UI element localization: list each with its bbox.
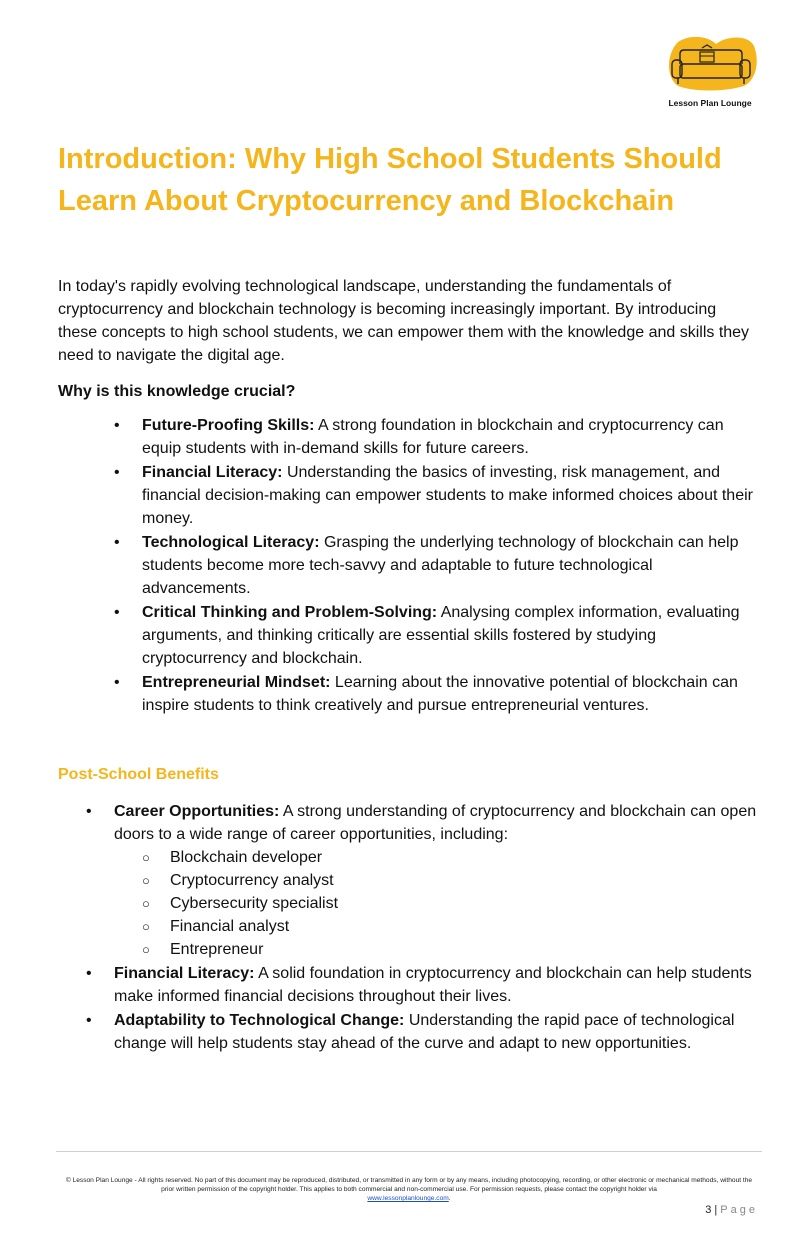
footer-divider bbox=[56, 1151, 762, 1152]
circle-bullet-icon: ○ bbox=[142, 873, 150, 888]
link-suffix: . bbox=[448, 1195, 451, 1202]
item-text: Analysing complex information, evaluating arguments, and thinking critically are essential skills fostered by studying cryptocurrency and blockchain. bbox=[142, 604, 740, 667]
website-link[interactable]: www.lessonplanlounge.com bbox=[367, 1195, 449, 1202]
career-label: Cybersecurity specialist bbox=[170, 895, 339, 912]
page-separator: | bbox=[714, 1204, 718, 1216]
copyright-text: © Lesson Plan Lounge - All rights reserved. No part of this document may be reproduced, distributed, or transmitted in any form or by any means, including photocopying, recording, or other electronic or mechanical methods, without the prior written permission of the copyright holder. This applies to both commercial and non-commercial use. For permission requests, please contact the copyright holder via bbox=[65, 1177, 753, 1193]
item-heading: Future-Proofing Skills: bbox=[142, 417, 315, 434]
career-item bbox=[142, 938, 762, 961]
item-text: Learning about the innovative potential of blockchain can inspire students to think creatively and pursue entrepreneurial ventures. bbox=[142, 674, 738, 714]
item-text: Understanding the basics of investing, risk management, and financial decision-making can empower students to make informed choices about their money. bbox=[142, 464, 753, 527]
item-heading: Critical Thinking and Problem-Solving: bbox=[142, 604, 438, 621]
career-label: Blockchain developer bbox=[170, 849, 323, 866]
list-item bbox=[86, 962, 762, 1008]
item-text: Grasping the underlying technology of blockchain can help students become more tech-savvy and adaptable to future technological advancements. bbox=[142, 534, 739, 597]
lesson-plan-lounge-logo bbox=[660, 34, 764, 114]
item-heading: Career Opportunities: bbox=[114, 803, 280, 820]
list-item bbox=[114, 671, 754, 717]
copyright-notice bbox=[60, 1176, 758, 1203]
item-text: Understanding the rapid pace of technological change will help students stay ahead of the curve and adapt to new opportunities. bbox=[114, 1012, 735, 1052]
why-list bbox=[114, 414, 754, 718]
bullet-icon: • bbox=[114, 604, 120, 621]
circle-bullet-icon: ○ bbox=[142, 942, 150, 957]
page-title: Introduction: Why High School Students Should Learn About Cryptocurrency and Blockchain bbox=[58, 143, 722, 217]
item-heading: Entrepreneurial Mindset: bbox=[142, 674, 331, 691]
item-heading: Financial Literacy: bbox=[142, 464, 283, 481]
list-item bbox=[86, 1009, 762, 1055]
circle-bullet-icon: ○ bbox=[142, 850, 150, 865]
list-item bbox=[114, 601, 754, 670]
post-school-heading: Post-School Benefits bbox=[58, 766, 219, 783]
item-heading: Financial Literacy: bbox=[114, 965, 255, 982]
bullet-icon: • bbox=[114, 417, 120, 434]
list-item bbox=[86, 800, 762, 961]
post-school-list bbox=[86, 800, 762, 1056]
career-label: Cryptocurrency analyst bbox=[170, 872, 334, 889]
item-text: A strong foundation in blockchain and cryptocurrency can equip students with in-demand skills for future careers. bbox=[142, 417, 724, 457]
sofa-logo-icon bbox=[664, 34, 760, 94]
bullet-icon: • bbox=[114, 534, 120, 551]
item-heading: Technological Literacy: bbox=[142, 534, 320, 551]
item-text: A strong understanding of cryptocurrency and blockchain can open doors to a wide range of career opportunities, including: bbox=[114, 803, 757, 843]
career-item bbox=[142, 869, 762, 892]
career-label: Financial analyst bbox=[170, 918, 290, 935]
bullet-icon: • bbox=[86, 1012, 92, 1029]
bullet-icon: • bbox=[114, 674, 120, 691]
career-sublist bbox=[114, 846, 762, 961]
item-text: A solid foundation in cryptocurrency and blockchain can help students make informed financial decisions throughout their lives. bbox=[114, 965, 752, 1005]
circle-bullet-icon: ○ bbox=[142, 919, 150, 934]
career-label: Entrepreneur bbox=[170, 941, 264, 958]
why-heading: Why is this knowledge crucial? bbox=[58, 383, 296, 400]
logo-text: Lesson Plan Lounge bbox=[668, 98, 752, 108]
intro-paragraph: In today's rapidly evolving technological landscape, understanding the fundamentals of cryptocurrency and blockchain technology is becoming increasingly important. By introducing these concepts to high school students, we can empower them with the knowledge and skills they need to navigate the digital age. bbox=[58, 278, 750, 364]
page-number-value: 3 bbox=[705, 1204, 712, 1216]
career-item bbox=[142, 915, 762, 938]
list-item bbox=[114, 531, 754, 600]
list-item bbox=[114, 414, 754, 460]
item-heading: Adaptability to Technological Change: bbox=[114, 1012, 405, 1029]
bullet-icon: • bbox=[86, 965, 92, 982]
page-number bbox=[705, 1204, 758, 1216]
bullet-icon: • bbox=[86, 803, 92, 820]
bullet-icon: • bbox=[114, 464, 120, 481]
career-item bbox=[142, 846, 762, 869]
list-item bbox=[114, 461, 754, 530]
circle-bullet-icon: ○ bbox=[142, 896, 150, 911]
career-item bbox=[142, 892, 762, 915]
page-word: Page bbox=[720, 1204, 758, 1216]
